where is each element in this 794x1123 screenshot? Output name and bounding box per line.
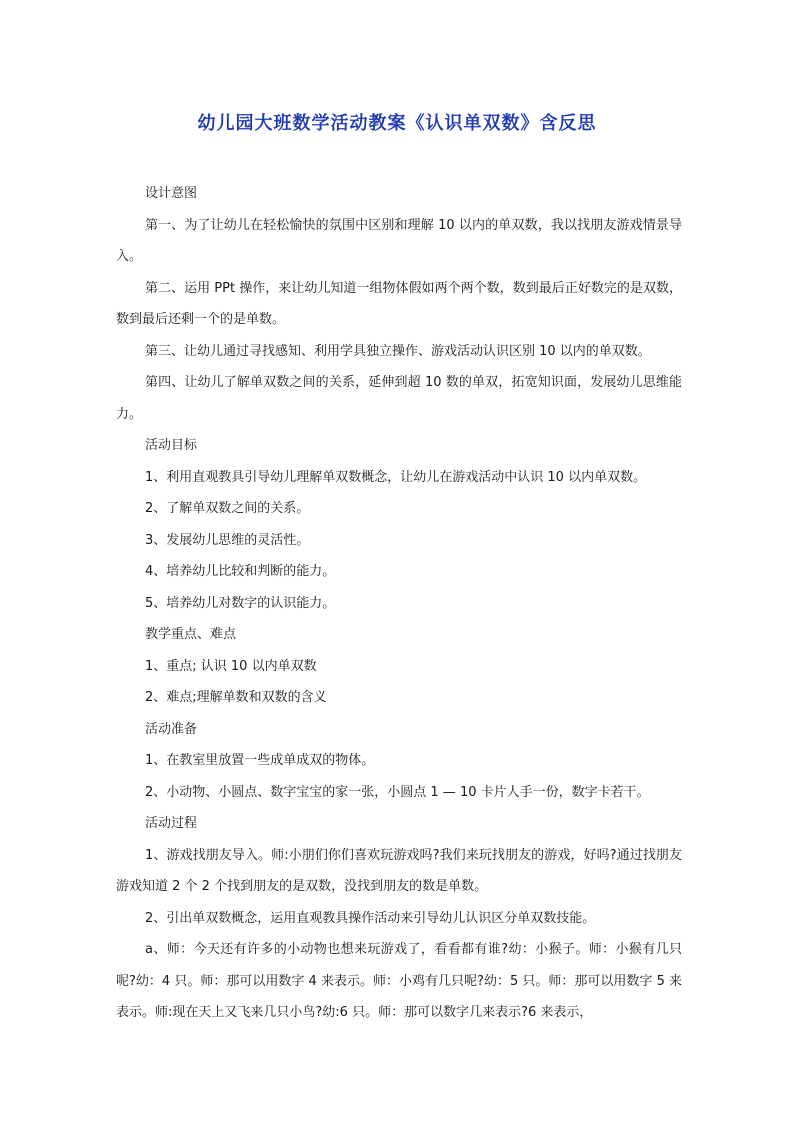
paragraph-key-points-heading: 教学重点、难点 — [145, 627, 237, 642]
paragraph-key-point-2: 2、难点;理解单数和双数的含义 — [145, 690, 327, 705]
paragraph-goal-1: 1、利用直观教具引导幼儿理解单双数概念，让幼儿在游戏活动中认识 10 以内单双数。 — [145, 469, 647, 485]
paragraph-process-2a: a、师：今天还有许多的小动物也想来玩游戏了，看看都有谁?幼：小猴子。师：小猴有几只呢?幼：4 只。师：那可以用数字 4 来表示。师：小鸡有几只呢?幼：5 只。师：那可以用数字 5 来表示。师:现在天上又飞来几只小鸟?幼:6 只。师：那可以数字几来表示?6 来表示， — [116, 942, 682, 1020]
paragraph-goals-heading: 活动目标 — [145, 438, 198, 453]
paragraph-process-1: 1、游戏找朋友导入。师:小朋们你们喜欢玩游戏吗?我们来玩找朋友的游戏，好吗?通过找朋友游戏知道 2 个 2 个找到朋友的是双数，没找到朋友的数是单数。 — [116, 847, 682, 894]
paragraph-process-heading: 活动过程 — [145, 816, 198, 831]
paragraph-design-intent-heading: 设计意图 — [145, 186, 198, 201]
paragraph-key-point-1: 1、重点; 认识 10 以内单双数 — [145, 658, 317, 674]
paragraph-intent-2: 第二、运用 PPt 操作，来让幼儿知道一组物体假如两个两个数，数到最后正好数完的是双数，数到最后还剩一个的是单数。 — [116, 280, 682, 327]
document-body — [116, 178, 682, 1029]
paragraph-goal-2: 2、了解单双数之间的关系。 — [145, 501, 310, 516]
paragraph-intent-3: 第三、让幼儿通过寻找感知、利用学具独立操作、游戏活动认识区别 10 以内的单双数。 — [145, 343, 651, 359]
paragraph-preparation-1: 1、在教室里放置一些成单成双的物体。 — [145, 753, 375, 768]
paragraph-goal-4: 4、培养幼儿比较和判断的能力。 — [145, 564, 336, 579]
paragraph-intent-1: 第一、为了让幼儿在轻松愉快的氛围中区别和理解 10 以内的单双数，我以找朋友游戏情景导入。 — [116, 217, 682, 264]
paragraph-preparation-heading: 活动准备 — [145, 721, 198, 737]
paragraph-goal-5: 5、培养幼儿对数字的认识能力。 — [145, 595, 336, 611]
paragraph-intent-4: 第四、让幼儿了解单双数之间的关系，延伸到超 10 数的单双，拓宽知识面，发展幼儿思维能力。 — [116, 375, 682, 422]
document-title: 幼儿园大班数学活动教案《认识单双数》含反思 — [197, 113, 597, 134]
paragraph-goal-3: 3、发展幼儿思维的灵活性。 — [145, 532, 310, 548]
paragraph-preparation-2: 2、小动物、小圆点、数字宝宝的家一张，小圆点 1 — 10 卡片人手一份，数字卡若干。 — [145, 784, 650, 800]
paragraph-process-2: 2、引出单双数概念，运用直观教具操作活动来引导幼儿认识区分单双数技能。 — [145, 910, 596, 926]
